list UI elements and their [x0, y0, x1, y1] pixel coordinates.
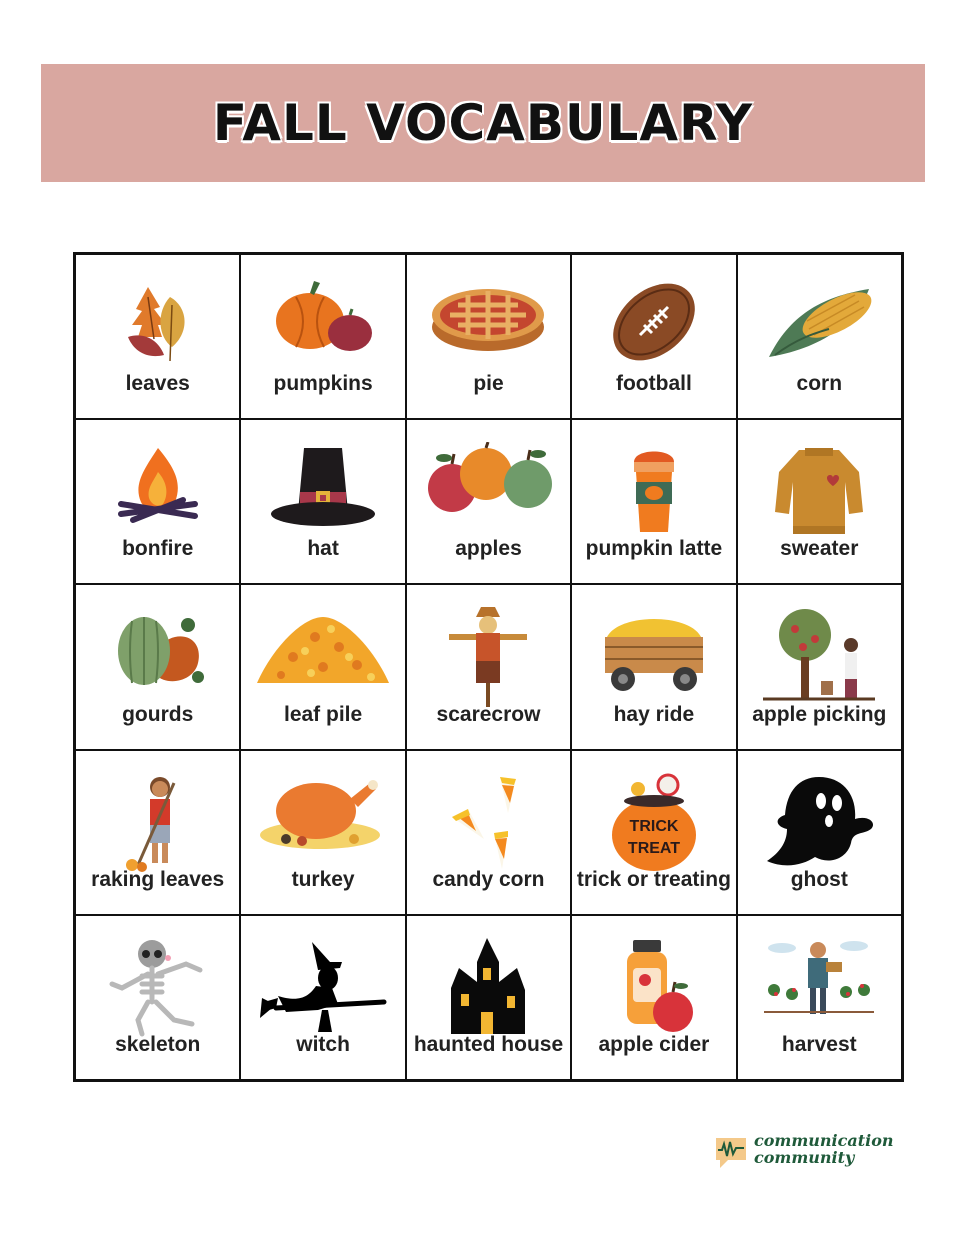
brand-name: [754, 1132, 894, 1166]
vocab-card-hat: [240, 419, 405, 584]
vocab-label: football: [615, 372, 692, 396]
sweater-icon: [769, 442, 869, 537]
vocab-card-ghost: [737, 750, 902, 915]
svg-text:TRICK: TRICK: [629, 817, 679, 835]
vocab-label: pie: [473, 372, 504, 396]
vocab-label: apples: [455, 537, 522, 561]
apples-icon: [418, 442, 558, 522]
gourds-icon: [108, 607, 208, 692]
vocab-card-turkey: [240, 750, 405, 915]
vocab-card-bonfire: [75, 419, 240, 584]
vocab-card-pumpkin-latte: [571, 419, 736, 584]
vocab-label: corn: [796, 372, 843, 396]
vocab-card-corn: [737, 254, 902, 419]
vocab-label: skeleton: [115, 1032, 201, 1056]
brand-logo: [712, 1132, 922, 1176]
vocab-card-sweater: [737, 419, 902, 584]
vocab-label: trick or treating: [576, 867, 731, 891]
vocab-card-football: [571, 254, 736, 419]
vocab-label: pumpkin latte: [585, 537, 723, 561]
vocab-label: bonfire: [122, 537, 194, 561]
brand-line-2: community: [754, 1148, 855, 1167]
vocab-label: hat: [307, 537, 339, 561]
vocab-card-trick-or-treating: [571, 750, 736, 915]
vocab-card-scarecrow: [406, 584, 571, 749]
vocab-card-hay-ride: [571, 584, 736, 749]
scarecrow-icon: [443, 607, 533, 707]
title-banner: [41, 64, 925, 182]
vocab-label: hay ride: [613, 702, 695, 726]
vocab-card-witch: [240, 915, 405, 1080]
raking-leaves-icon: [118, 773, 198, 873]
vocab-label: leaf pile: [283, 702, 363, 726]
vocab-card-raking-leaves: [75, 750, 240, 915]
harvest-icon: [764, 938, 874, 1018]
vocab-card-leaf-pile: [240, 584, 405, 749]
page-title: FALL VOCABULARY: [212, 94, 754, 152]
vocab-label: turkey: [291, 867, 355, 891]
leaf-pile-icon: [253, 607, 393, 687]
vocab-card-pie: [406, 254, 571, 419]
vocab-card-apple-picking: [737, 584, 902, 749]
vocab-label: scarecrow: [436, 702, 541, 726]
pie-icon: [428, 277, 548, 357]
vocab-card-apples: [406, 419, 571, 584]
football-icon: [604, 277, 704, 367]
leaves-icon: [118, 277, 198, 367]
brand-line-1: communication: [754, 1131, 894, 1150]
turkey-icon: [258, 773, 388, 853]
vocab-card-candy-corn: [406, 750, 571, 915]
vocab-label: sweater: [780, 537, 859, 561]
vocabulary-grid: [73, 252, 904, 1082]
vocab-label: ghost: [790, 867, 848, 891]
speech-bubble-icon: [712, 1134, 750, 1172]
pumpkin-latte-icon: [624, 442, 684, 537]
vocab-card-harvest: [737, 915, 902, 1080]
pilgrim-hat-icon: [268, 442, 378, 532]
vocab-label: candy corn: [432, 867, 545, 891]
witch-icon: [258, 938, 388, 1038]
svg-text:TREAT: TREAT: [627, 839, 680, 857]
candy-corn-icon: [448, 773, 528, 873]
hay-ride-icon: [599, 607, 709, 697]
vocab-label: apple picking: [752, 702, 887, 726]
vocab-label: apple cider: [598, 1032, 710, 1056]
apple-cider-icon: [609, 938, 699, 1038]
trick-or-treat-icon: [604, 773, 704, 873]
apple-picking-icon: [759, 607, 879, 702]
vocab-card-gourds: [75, 584, 240, 749]
skeleton-icon: [108, 938, 208, 1038]
vocab-label: pumpkins: [273, 372, 373, 396]
corn-icon: [759, 277, 879, 367]
bonfire-icon: [113, 442, 203, 532]
pumpkins-icon: [268, 277, 378, 357]
vocab-card-pumpkins: [240, 254, 405, 419]
vocab-card-leaves: [75, 254, 240, 419]
ghost-icon: [759, 773, 879, 868]
vocab-card-skeleton: [75, 915, 240, 1080]
vocab-label: leaves: [125, 372, 190, 396]
vocab-label: haunted house: [413, 1032, 564, 1056]
vocab-label: harvest: [781, 1032, 857, 1056]
vocab-label: witch: [296, 1032, 350, 1056]
vocab-card-haunted-house: [406, 915, 571, 1080]
vocab-label: gourds: [122, 702, 194, 726]
vocab-card-apple-cider: [571, 915, 736, 1080]
vocab-label: raking leaves: [91, 867, 225, 891]
haunted-house-icon: [443, 938, 533, 1038]
